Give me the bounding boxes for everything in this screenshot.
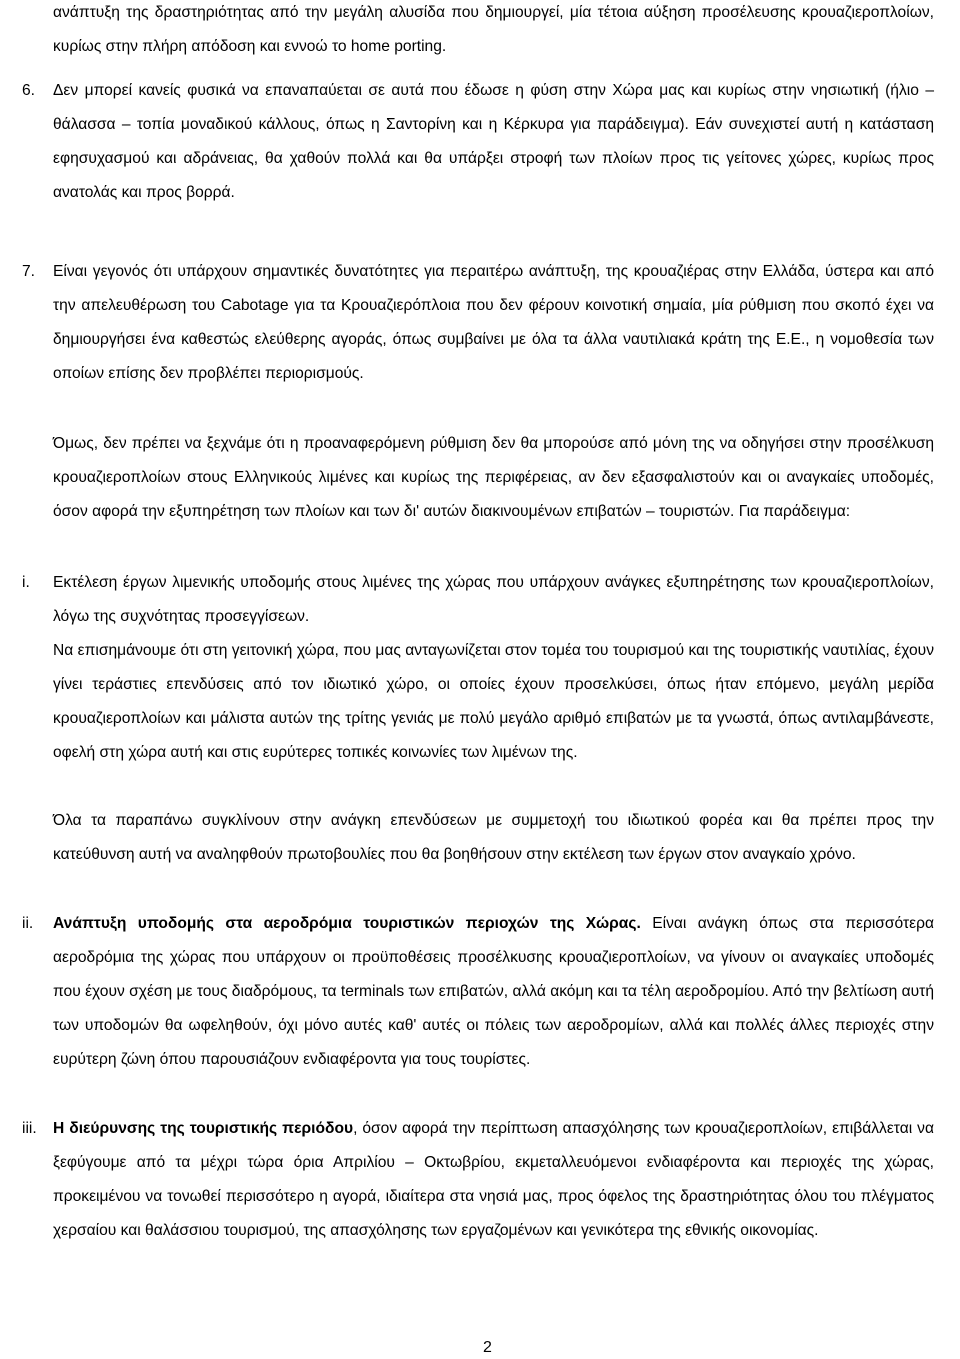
subitem-iii-heading: Η διεύρυνσης της τουριστικής περιόδου (53, 1120, 354, 1137)
subitem-i-paragraph-3: Όλα τα παραπάνω συγκλίνουν στην ανάγκη επενδύσεων με συμμετοχή του ιδιωτικού φορέα και θα πρέπει προς την κατεύθυνση αυτή να αναληφθούν πρωτοβουλίες που θα βοηθήσουν στην εκτέλεση των έργων στον αναγκαίο χρόνο. (53, 812, 934, 863)
item-6-number: 6. (22, 82, 36, 99)
page-number: 2 (483, 1339, 492, 1356)
subitem-iii-text (53, 1112, 934, 1248)
item-6-text: Δεν μπορεί κανείς φυσικά να επαναπαύεται σε αυτά που έδωσε η φύση στην Χώρα μας και κυρίως στην νησιωτική (ήλιο – θάλασσα – τοπία μοναδικού κάλλους, όπως η Σαντορίνη και η Κέρκυρα για παράδειγμα). Εάν συνεχιστεί αυτή η κατάσταση εφησυχασμού και αδράνειας, θα χαθούν πολλά και θα υπάρξει στροφή των πλοίων προς τις γείτονες χώρες, κυρίως προς ανατολάς και προς βορρά. (53, 82, 934, 201)
item-7-followup: Όμως, δεν πρέπει να ξεχνάμε ότι η προαναφερόμενη ρύθμιση δεν θα μπορούσε από μόνη της να οδηγήσει στην προσέλκυση κρουαζιεροπλοίων στους Ελληνικούς λιμένες και κυρίως της περιφέρειας, αν δεν εξασφαλιστούν και οι αναγκαίες υποδομές, όσον αφορά την εξυπηρέτηση των πλοίων και των δι' αυτών διακινουμένων επιβατών – τουριστών. Για παράδειγμα: (53, 435, 934, 520)
item-7-number: 7. (22, 263, 36, 280)
intro-paragraph: ανάπτυξη της δραστηριότητας από την μεγάλη αλυσίδα που δημιουργεί, μία τέτοια αύξηση προσέλευσης κρουαζιεροπλοίων, κυρίως στην πλήρη απόδοση και εννοώ το home porting. (53, 4, 934, 55)
item-7-text: Είναι γεγονός ότι υπάρχουν σημαντικές δυνατότητες για περαιτέρω ανάπτυξη, της κρουαζιέρας στην Ελλάδα, ύστερα και από την απελευθέρωση του Cabotage για τα Κρουαζιερόπλοια που δεν φέρουν κοινοτική σημαία, μία ρύθμιση που σκοπό έχει να δημιουργήσει ένα καθεστώς ελεύθερης αγοράς, όπως συμβαίνει με όλα τα άλλα ναυτιλιακά κράτη της Ε.Ε., η νομοθεσία των οποίων επίσης δεν προβλέπει περιορισμούς. (53, 263, 934, 382)
subitem-ii-body: Είναι ανάγκη όπως στα περισσότερα αεροδρόμια της χώρας που υπάρχουν οι προϋποθέσεις προσέλκυσης κρουαζιεροπλοίων, να γίνουν οι αναγκαίες υποδομές που έχουν σχέση με τους διαδρόμους, τα terminals των επιβατών, αλλά ακόμη και τα τέλη αεροδρομίου. Από την βελτίωση αυτή των υποδομών θα ωφεληθούν, όχι μόνο αυτές καθ' αυτές οι πόλεις των αεροδρομίων, αλλά και πολλές άλλες περιοχές στην ευρύτερη ζώνη όπου παρουσιάζουν ενδιαφέροντα για τους τουρίστες. (53, 915, 934, 1068)
subitem-iii-number: iii. (22, 1120, 37, 1137)
subitem-iii-body: , όσον αφορά την περίπτωση απασχόλησης των κρουαζιεροπλοίων, επιβάλλεται να ξεφύγουμε από τα μέχρι τώρα όρια Απριλίου – Οκτωβρίου, εκμεταλλευόμενοι ενδιαφέροντα και περιοχές της χώρας, προκειμένου να τονωθεί περισσότερο η αγορά, ιδιαίτερα στα νησιά μας, προς όφελος της δραστηριότητας όλου του πλέγματος χερσαίου και θαλάσσιου τουρισμού, της απασχόλησης των εργαζομένων και γενικότερα της εθνικής οικονομίας. (53, 1120, 934, 1239)
subitem-ii-number: ii. (22, 915, 34, 932)
subitem-i-paragraph-2: Να επισημάνουμε ότι στη γειτονική χώρα, που μας ανταγωνίζεται στον τομέα του τουρισμού και της τουριστικής ναυτιλίας, έχουν γίνει τεράστιες επενδύσεις από τον ιδιωτικό χώρο, οι οποίες έχουν προσελκύσει, όπως ήταν επόμενο, μεγάλη μερίδα κρουαζιεροπλοίων και μάλιστα αυτών της τρίτης γενιάς με πολύ μεγάλο αριθμό επιβατών με τα γνωστά, όπως αντιλαμβάνεστε, οφελή στη χώρα αυτή και στις ευρύτερες τοπικές κοινωνίες των λιμένων της. (53, 642, 934, 761)
subitem-ii-text (53, 907, 934, 1077)
subitem-i-text: Εκτέλεση έργων λιμενικής υποδομής στους λιμένες της χώρας που υπάρχουν ανάγκες εξυπηρέτησης των κρουαζιεροπλοίων, λόγω της συχνότητας προσεγγίσεων. (53, 574, 934, 625)
subitem-ii-heading: Ανάπτυξη υποδομής στα αεροδρόμια τουριστικών περιοχών της Χώρας. (53, 915, 641, 932)
subitem-i-number: i. (22, 574, 30, 591)
